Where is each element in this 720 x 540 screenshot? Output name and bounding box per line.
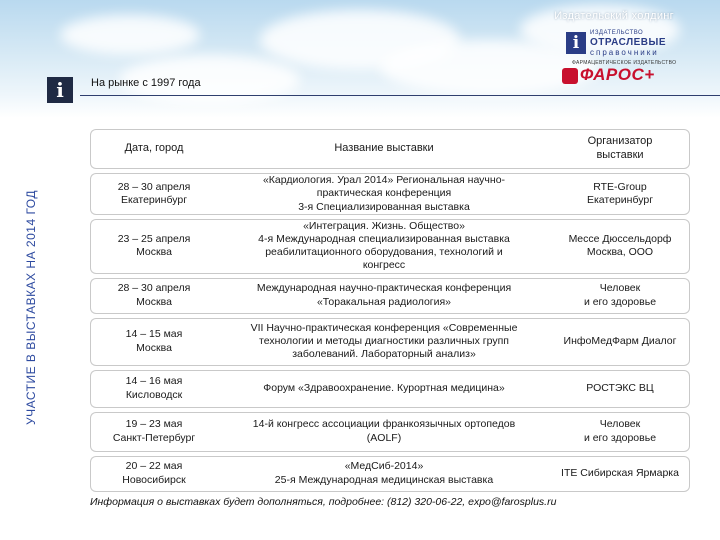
table-row [90,370,690,408]
cell-name [217,173,551,215]
cell-date-line: Кисловодск [125,388,183,401]
header-divider [80,95,720,96]
cell-name-line: технологии и методы диагностики различных групп [259,334,509,347]
cell-org-line: RTE-Group [593,180,647,193]
cell-date-line: 20 – 22 мая [125,460,183,473]
cell-name-line: реабилитационного оборудования, технологий и [265,246,503,259]
cell-org-line: Москва, ООО [586,246,654,259]
logo-sub-text: справочники [590,48,659,57]
cell-date-line: Москва [136,246,172,259]
cell-name [217,456,551,492]
cell-org-line: и его здоровье [583,431,657,444]
tagline: На рынке с 1997 года [91,77,201,89]
cell-org [551,278,690,314]
info-logo-icon: i [566,32,586,54]
cell-name-line: (AOLF) [366,431,402,444]
cell-date [90,219,217,274]
faros-logo [562,60,682,86]
cell-org [551,456,690,492]
cell-name [217,219,551,274]
header-org [551,129,690,169]
cell-name-line: «Интеграция. Жизнь. Общество» [303,220,465,232]
cell-date [90,456,217,492]
table-row [90,278,690,314]
cell-name [217,318,551,366]
footer-note: Информация о выставках будет дополняться, подробнее: (812) 320-06-22, expo@farosplus.ru [90,496,557,508]
logo-main-text: ФАРОС+ [580,65,655,84]
table-row [90,456,690,492]
cell-date-line: Екатеринбург [120,194,188,206]
cell-name-line: Международная научно-практическая конференция [256,282,512,295]
cell-date [90,278,217,314]
cell-name-line: «МедСиб-2014» [344,460,424,473]
cell-name-line: «Кардиология. Урал 2014» Региональная научно- [262,174,506,187]
cell-org-line: Meссе Дюссельдорф [568,233,672,246]
logo-small-text: ФАРМАЦЕВТИЧЕСКОЕ ИЗДАТЕЛЬСТВО [572,60,677,66]
cell-org-line: ИнфоМедФарм Диалог [563,334,677,347]
holding-title: Издательский холдинг [554,10,674,22]
logo-small-text: ИЗДАТЕЛЬСТВО [590,30,644,36]
header-date: Дата, город [90,129,217,169]
cell-name-line: 14-й конгресс ассоциации франкоязычных ортопедов [252,418,516,431]
cell-date [90,412,217,452]
cell-name-line: заболеваний. Лабораторный анализ» [292,348,476,361]
info-icon: i [47,77,73,103]
cell-org [551,318,690,366]
cell-name-line: конгресс [362,259,406,272]
cell-org-line: Человек [599,282,641,295]
cell-date-line: Москва [136,341,172,354]
cell-name-line: «Торакальная радиология» [316,295,452,308]
otraslevye-logo [566,30,676,58]
table-row [90,412,690,452]
cell-name [217,278,551,314]
cell-date [90,318,217,366]
cell-org-line: ITE Сибирская Ярмарка [561,466,679,479]
cell-date-line: Санкт-Петербург [112,431,196,444]
header-name: Название выставки [217,129,551,169]
cell-org-line: РОСТЭКС ВЦ [586,381,654,394]
cell-org [551,370,690,408]
cell-date [90,173,217,215]
cell-name-line: Форум «Здравоохранение. Курортная медицина» [263,381,505,394]
cell-name [217,370,551,408]
cell-name-line: 4-я Международная специализированная выставка [258,233,510,246]
faros-emblem-icon [562,68,578,84]
cell-name-line: 3-я Специализированная выставка [298,200,470,213]
logo-main-text: ОТРАСЛЕВЫЕ [590,37,666,48]
cloud-decoration [60,15,200,55]
cell-org-line: Человек [599,418,641,431]
cell-date-line: 19 – 23 мая [125,418,183,431]
header-org-label: Организатор выставки [587,135,653,161]
cell-name [217,412,551,452]
cell-org-line: Екатеринбург [586,194,654,206]
exhibitions-table [90,125,690,496]
cell-date-line: 14 – 15 мая [125,328,183,341]
table-row [90,219,690,274]
cell-date-line: 28 – 30 апреля [117,282,191,295]
table-header-row [90,129,690,169]
table-row [90,173,690,215]
cell-name-line: VII Научно-практическая конференция «Современные [250,321,518,334]
cell-name-line: практическая конференция [316,187,452,200]
table-row [90,318,690,366]
cell-date-line: 28 – 30 апреля [117,180,191,193]
cell-name-line: 25-я Международная медицинская выставка [274,473,494,486]
cell-date [90,370,217,408]
cell-org [551,173,690,215]
side-title: УЧАСТИЕ В ВЫСТАВКАХ НА 2014 ГОД [24,190,38,425]
cell-date-line: Новосибирск [122,473,186,486]
cell-date-line: Москва [136,295,172,308]
cell-org-line: и его здоровье [583,295,657,308]
cell-org [551,219,690,274]
cell-org [551,412,690,452]
cell-date-line: 14 – 16 мая [125,375,183,388]
cell-date-line: 23 – 25 апреля [117,233,191,246]
